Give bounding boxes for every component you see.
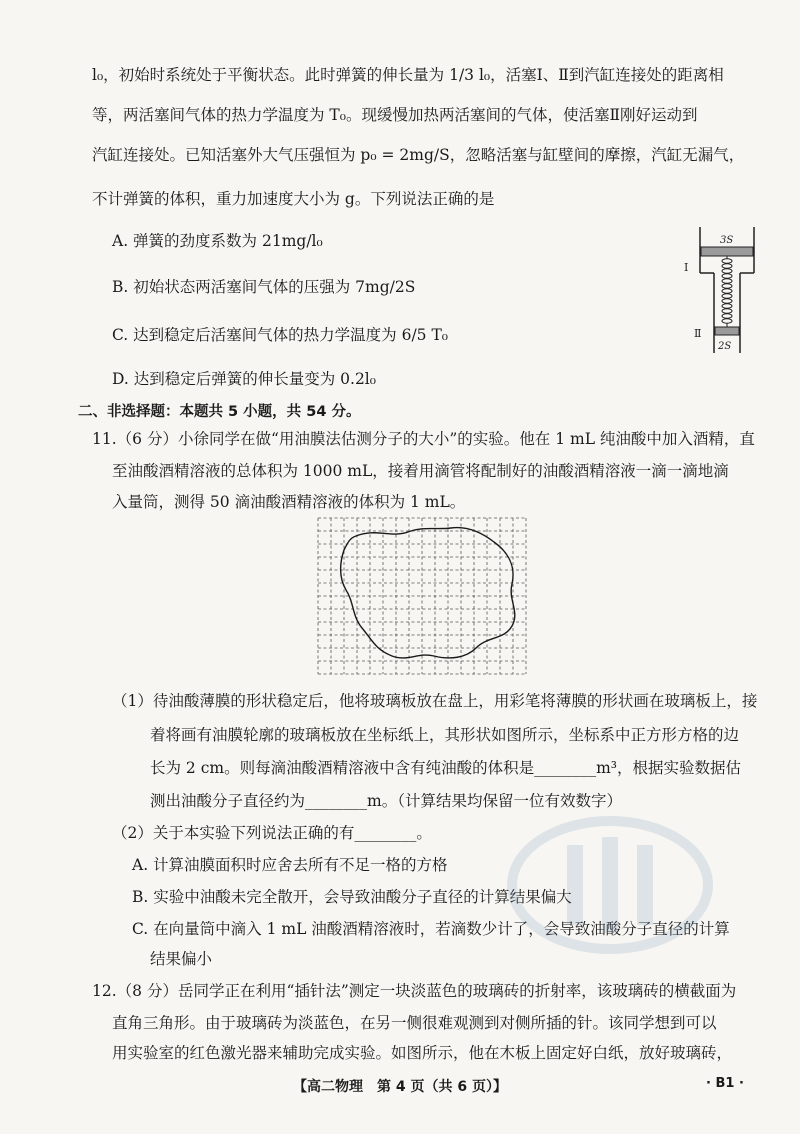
q11-text-line-3: 入量筒，测得 50 滴油酸酒精溶液的体积为 1 mL。 bbox=[112, 493, 466, 511]
q11-part1-line-4: 测出油酸分子直径约为________m。（计算结果均保留一位有效数字） bbox=[150, 792, 622, 810]
watermark-logo bbox=[505, 815, 715, 955]
q10-text-line-3: 汽缸连接处。已知活塞外大气压强恒为 p₀ = 2mg/S，忽略活塞与缸壁间的摩擦，汽缸无漏气， bbox=[92, 146, 745, 164]
q10-text-line-4: 不计弹簧的体积，重力加速度大小为 g。下列说法正确的是 bbox=[92, 190, 495, 208]
oil-film-grid-figure bbox=[316, 516, 534, 676]
paper-code: · B1 · bbox=[706, 1076, 744, 1091]
q11-option-c-line-2: 结果偏小 bbox=[150, 950, 213, 968]
q12-text-line-1: 12.（8 分）岳同学正在利用“插针法”测定一块淡蓝色的玻璃砖的折射率，该玻璃砖的横截面为 bbox=[92, 982, 737, 1000]
q12-text-line-2: 直角三角形。由于玻璃砖为淡蓝色，在另一侧很难观测到对侧所插的针。该同学想到可以 bbox=[112, 1014, 717, 1032]
area-label-lower: 2S bbox=[718, 341, 732, 352]
q12-text-line-3: 用实验室的红色激光器来辅助完成实验。如图所示，他在木板上固定好白纸，放好玻璃砖， bbox=[112, 1044, 733, 1062]
q11-text-line-2: 至油酸酒精溶液的总体积为 1000 mL，接着用滴管将配制好的油酸酒精溶液一滴一滴地滴 bbox=[112, 462, 729, 480]
q11-part1-line-1: （1）待油酸薄膜的形状稳定后，他将玻璃板放在盘上，用彩笔将薄膜的形状画在玻璃板上，接 bbox=[112, 692, 758, 710]
area-label-upper: 3S bbox=[720, 235, 734, 246]
spring-icon bbox=[722, 256, 732, 327]
q10-text-line-2: 等，两活塞间气体的热力学温度为 T₀。现缓慢加热两活塞间的气体，使活塞Ⅱ刚好运动到 bbox=[92, 106, 698, 124]
q11-option-b: B. 实验中油酸未完全散开，会导致油酸分子直径的计算结果偏大 bbox=[132, 888, 572, 906]
q10-option-b: B. 初始状态两活塞间气体的压强为 7mg/2S bbox=[112, 278, 416, 296]
q10-option-d: D. 达到稳定后弹簧的伸长量变为 0.2l₀ bbox=[112, 370, 376, 388]
piston-label-upper: Ⅰ bbox=[684, 261, 689, 274]
q11-text-line-1: 11.（6 分）小徐同学在做“用油膜法估测分子的大小”的实验。他在 1 mL 纯油酸中加入酒精，直 bbox=[92, 430, 755, 448]
q10-text-line-1: l₀，初始时系统处于平衡状态。此时弹簧的伸长量为 1/3 l₀，活塞Ⅰ、Ⅱ到汽缸连接处的距离相 bbox=[92, 66, 724, 84]
q10-option-a: A. 弹簧的劲度系数为 21mg/l₀ bbox=[112, 232, 323, 250]
piston-label-lower: Ⅱ bbox=[694, 327, 702, 340]
q10-option-c: C. 达到稳定后活塞间气体的热力学温度为 6/5 T₀ bbox=[112, 326, 449, 344]
q11-option-c-line-1: C. 在向量筒中滴入 1 mL 油酸酒精溶液时，若滴数少计了，会导致油酸分子直径的计算 bbox=[132, 920, 730, 938]
q11-part2-question: （2）关于本实验下列说法正确的有________。 bbox=[112, 824, 432, 842]
page-footer: 【高二物理 第 4 页（共 6 页）】 bbox=[293, 1079, 507, 1095]
oil-film-outline bbox=[341, 528, 515, 658]
q11-part1-line-2: 着将画有油膜轮廓的玻璃板放在坐标纸上，其形状如图所示，坐标系中正方形方格的边 bbox=[150, 726, 740, 744]
q11-option-a: A. 计算油膜面积时应舍去所有不足一格的方格 bbox=[132, 856, 448, 874]
cylinder-spring-figure bbox=[680, 225, 770, 360]
q11-part1-line-3: 长为 2 cm。则每滴油酸酒精溶液中含有纯油酸的体积是________m³，根据实验数据估 bbox=[150, 759, 742, 777]
section-heading: 二、非选择题：本题共 5 小题，共 54 分。 bbox=[78, 404, 361, 420]
